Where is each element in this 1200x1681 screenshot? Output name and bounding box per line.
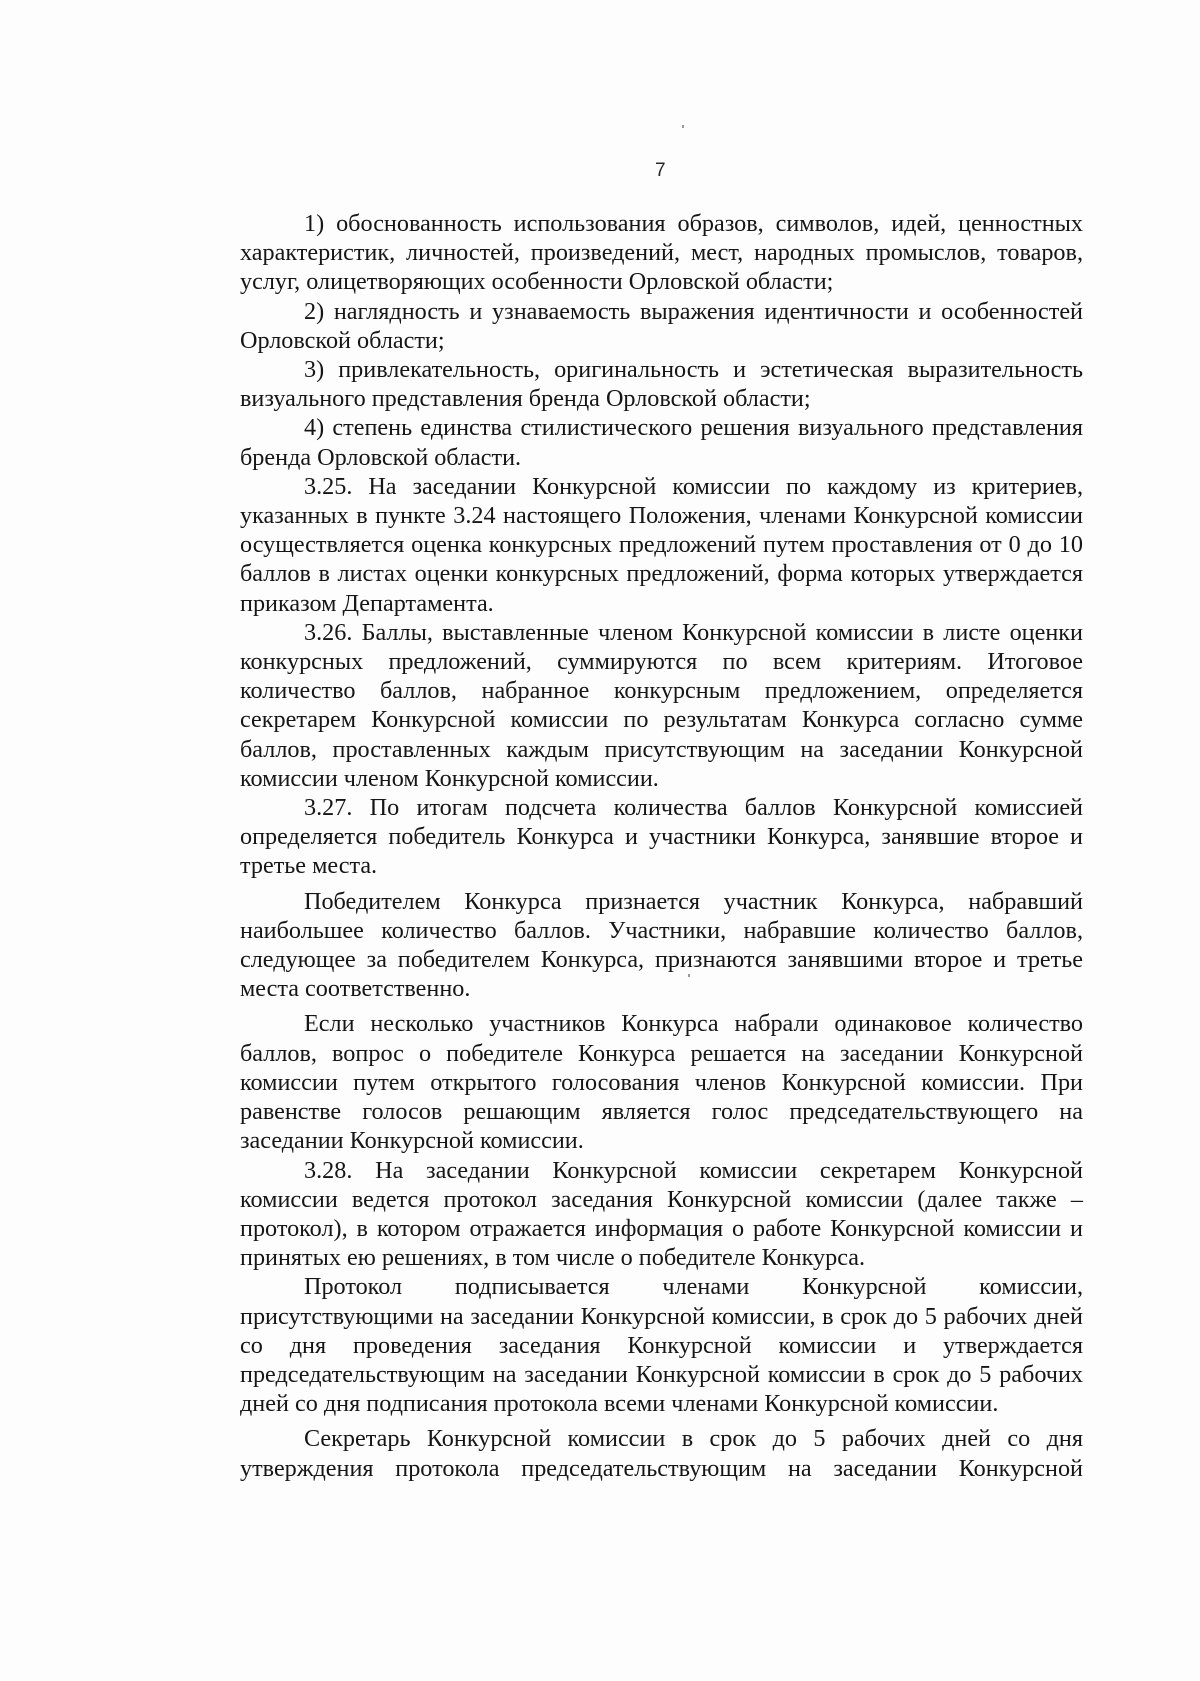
page-number: 7 <box>655 160 666 181</box>
paragraph-criterion-3: 3) привлекательность, оригинальность и эстетическая выразительность визуального представления бренда Орловской области; <box>240 356 1083 413</box>
paragraph-criterion-1: 1) обоснованность использования образов, символов, идей, ценностных характеристик, личностей, произведений, мест, народных промыслов, товаров, услуг, олицетворяющих особенности Орловской области; <box>240 210 1083 296</box>
scan-speck <box>682 125 684 128</box>
paragraph-3-25: 3.25. На заседании Конкурсной комиссии по каждому из критериев, указанных в пункте 3.24 настоящего Положения, членами Конкурсной комиссии осуществляется оценка конкурсных предложений путем проставления от 0 до 10 баллов в листах оценки конкурсных предложений, форма которых утверждается приказом Департамента. <box>240 472 1083 617</box>
document-body <box>240 209 1083 1483</box>
paragraph-winner: Победителем Конкурса признается участник Конкурса, набравший наибольшее количество баллов. Участники, набравшие количество баллов, следующее за победителем Конкурса, признаются занявшими второе и третье места соответственно. <box>240 887 1083 1003</box>
paragraph-criterion-2: 2) наглядность и узнаваемость выражения идентичности и особенностей Орловской области; <box>240 297 1083 354</box>
paragraph-tie: Если несколько участников Конкурса набрали одинаковое количество баллов, вопрос о победителе Конкурса решается на заседании Конкурсной комиссии путем открытого голосования членов Конкурсной комиссии. При равенстве голосов решающим является голос председательствующего на заседании Конкурсной комиссии. <box>240 1010 1083 1155</box>
paragraph-3-27: 3.27. По итогам подсчета количества баллов Конкурсной комиссией определяется победитель Конкурса и участники Конкурса, занявшие второе и третье места. <box>240 794 1083 880</box>
paragraph-secretary: Секретарь Конкурсной комиссии в срок до 5 рабочих дней со дня утверждения протокола председательствующим на заседании Конкурсной <box>240 1425 1083 1482</box>
paragraph-3-26: 3.26. Баллы, выставленные членом Конкурсной комиссии в листе оценки конкурсных предложений, суммируются по всем критериям. Итоговое количество баллов, набранное конкурсным предложением, определяется секретарем Конкурсной комиссии по результатам Конкурса согласно сумме баллов, проставленных каждым присутствующим на заседании Конкурсной комиссии членом Конкурсной комиссии. <box>240 618 1083 792</box>
paragraph-3-28: 3.28. На заседании Конкурсной комиссии секретарем Конкурсной комиссии ведется протокол заседания Конкурсной комиссии (далее также – протокол), в котором отражается информация о работе Конкурсной комиссии и принятых ею решениях, в том числе о победителе Конкурса. <box>240 1156 1083 1272</box>
paragraph-criterion-4: 4) степень единства стилистического решения визуального представления бренда Орловской области. <box>240 414 1083 471</box>
paragraph-protocol: Протокол подписывается членами Конкурсной комиссии, присутствующими на заседании Конкурсной комиссии, в срок до 5 рабочих дней со дня проведения заседания Конкурсной комиссии и утверждается председательствующим на заседании Конкурсной комиссии в срок до 5 рабочих дней со дня подписания протокола всеми членами Конкурсной комиссии. <box>240 1273 1083 1418</box>
